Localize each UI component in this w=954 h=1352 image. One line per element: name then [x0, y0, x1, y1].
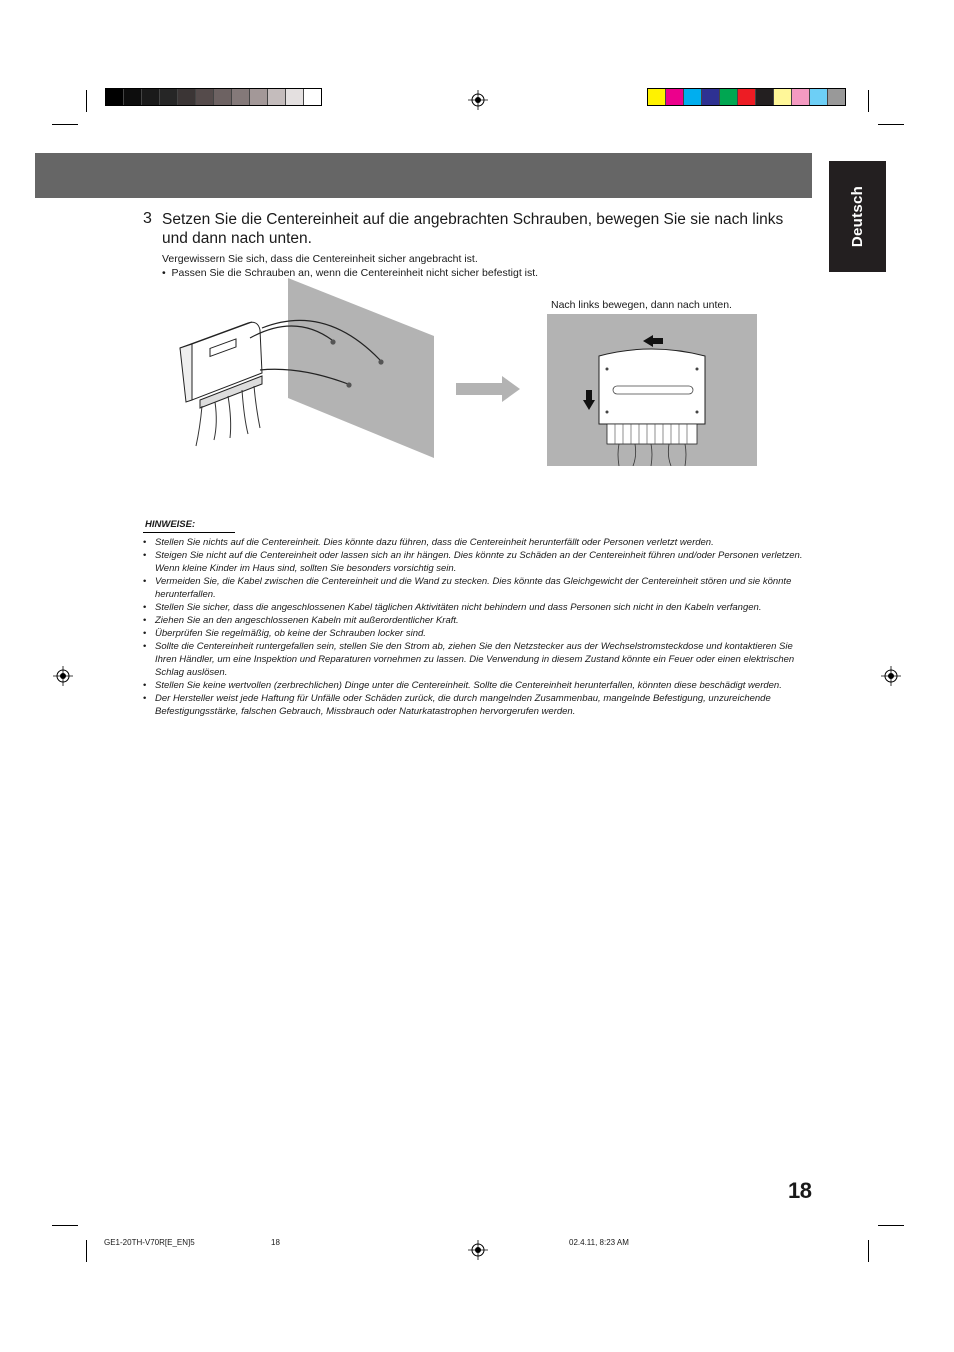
note-text: Stellen Sie sicher, dass die angeschlossenen Kabel täglichen Aktivitäten nicht behindern und dass Personen sich nicht in den Kabeln verfangen. [155, 602, 762, 613]
registration-mark-icon [468, 1240, 488, 1260]
section-header-bar [35, 153, 812, 198]
language-tab [829, 161, 886, 272]
footer-page: 18 [271, 1238, 280, 1247]
note-text: Sollte die Centereinheit runtergefallen sein, stellen Sie den Strom ab, ziehen Sie den Netzstecker aus der Wechselstromsteckdose und kontaktieren Sie Ihren Händler, um eine Inspektion und Reparaturen vornehmen zu lassen. Die Verwendung in diesem Zustand könnte ein Feuer oder einen elektrischen Schlag auslösen. [155, 641, 795, 678]
bullet-glyph: • [143, 680, 147, 691]
movement-illustration [547, 314, 757, 466]
language-tab-label: Deutsch [849, 185, 866, 248]
note-text: Steigen Sie nicht auf die Centereinheit oder lassen sich an ihr hängen. Dies könnte zu Schäden an der Centereinheit führen und/oder Personen verletzen. [155, 550, 803, 561]
color-swatch [738, 89, 756, 105]
notes-underline [143, 532, 235, 533]
crop-mark [878, 1225, 904, 1226]
step-number: 3 [143, 210, 152, 227]
note-item [143, 575, 811, 601]
grayscale-swatch [232, 89, 250, 105]
note-item [143, 692, 811, 718]
mounting-illustration [170, 278, 440, 460]
grayscale-swatch [196, 89, 214, 105]
page-number: 18 [788, 1178, 812, 1203]
crop-mark [868, 1240, 869, 1262]
figure-caption: Nach links bewegen, dann nach unten. [551, 299, 732, 311]
step-bullet: Passen Sie die Schrauben an, wenn die Centereinheit nicht sicher befestigt ist. [171, 267, 539, 279]
bullet-glyph: • [162, 267, 172, 279]
color-swatch [828, 89, 845, 105]
bullet-glyph: • [143, 628, 147, 639]
note-continuation: Wenn kleine Kinder im Haus sind, sollten Sie besonders vorsichtig sein. [155, 563, 457, 574]
color-calibration-bar [647, 88, 846, 106]
grayscale-swatch [106, 89, 124, 105]
grayscale-swatch [178, 89, 196, 105]
crop-mark [52, 124, 78, 125]
step-title: Setzen Sie die Centereinheit auf die angebrachten Schrauben, bewegen Sie sie nach links und dann nach unten. [162, 211, 784, 247]
bullet-glyph: • [143, 550, 147, 561]
note-item [143, 536, 811, 549]
color-swatch [774, 89, 792, 105]
note-item [143, 601, 811, 614]
registration-mark-icon [53, 666, 73, 686]
grayscale-swatch [142, 89, 160, 105]
color-swatch [648, 89, 666, 105]
note-item [143, 640, 811, 679]
crop-mark [52, 1225, 78, 1226]
note-item [143, 549, 811, 575]
crop-mark [868, 90, 869, 112]
note-text: Überprüfen Sie regelmäßig, ob keine der Schrauben locker sind. [155, 628, 426, 639]
grayscale-swatch [304, 89, 321, 105]
crop-mark [86, 1240, 87, 1262]
notes-title: HINWEISE: [145, 519, 196, 530]
bullet-glyph: • [143, 602, 147, 613]
notes-list [143, 536, 811, 718]
bullet-glyph: • [143, 641, 147, 652]
color-swatch [684, 89, 702, 105]
color-swatch [702, 89, 720, 105]
grayscale-swatch [268, 89, 286, 105]
color-swatch [810, 89, 828, 105]
bullet-glyph: • [143, 537, 147, 548]
note-item [143, 627, 811, 640]
grayscale-swatch [250, 89, 268, 105]
bullet-glyph: • [143, 693, 147, 704]
step-body [162, 252, 538, 280]
grayscale-color-bar [105, 88, 322, 106]
color-swatch [792, 89, 810, 105]
grayscale-swatch [214, 89, 232, 105]
note-text: Der Hersteller weist jede Haftung für Unfälle oder Schäden zurück, die durch mangelnden Zusammenbau, mangelnde Befestigung, unzureichende Befestigungsstärke, falschen Gebrauch, Missbrauch oder Naturkatastrophen hervorgerufen werden. [155, 693, 771, 717]
crop-mark [878, 124, 904, 125]
step-text: Vergewissern Sie sich, dass die Centereinheit sicher angebracht ist. [162, 253, 478, 265]
color-swatch [756, 89, 774, 105]
note-text: Vermeiden Sie, die Kabel zwischen die Centereinheit und die Wand zu stecken. Dies könnte das Gleichgewicht der Centereinheit stören und sie könnte herunterfallen. [155, 576, 792, 600]
note-text: Ziehen Sie an den angeschlossenen Kabeln mit außerordentlicher Kraft. [155, 615, 459, 626]
footer-file: GE1-20TH-V70R[E_EN]5 [104, 1238, 195, 1247]
note-item [143, 614, 811, 627]
arrow-right-icon [456, 376, 522, 402]
grayscale-swatch [286, 89, 304, 105]
grayscale-swatch [160, 89, 178, 105]
registration-mark-icon [881, 666, 901, 686]
note-text: Stellen Sie nichts auf die Centereinheit. Dies könnte dazu führen, dass die Centereinheit herunterfällt oder Personen verletzt werden. [155, 537, 714, 548]
color-swatch [666, 89, 684, 105]
registration-mark-icon [468, 90, 488, 110]
bullet-glyph: • [143, 615, 147, 626]
footer-timestamp: 02.4.11, 8:23 AM [569, 1238, 629, 1247]
grayscale-swatch [124, 89, 142, 105]
note-text: Stellen Sie keine wertvollen (zerbrechlichen) Dinge unter die Centereinheit. Sollte die Centereinheit herunterfallen, könnten diese beschädigt werden. [155, 680, 782, 691]
bullet-glyph: • [143, 576, 147, 587]
color-swatch [720, 89, 738, 105]
crop-mark [86, 90, 87, 112]
note-item [143, 679, 811, 692]
